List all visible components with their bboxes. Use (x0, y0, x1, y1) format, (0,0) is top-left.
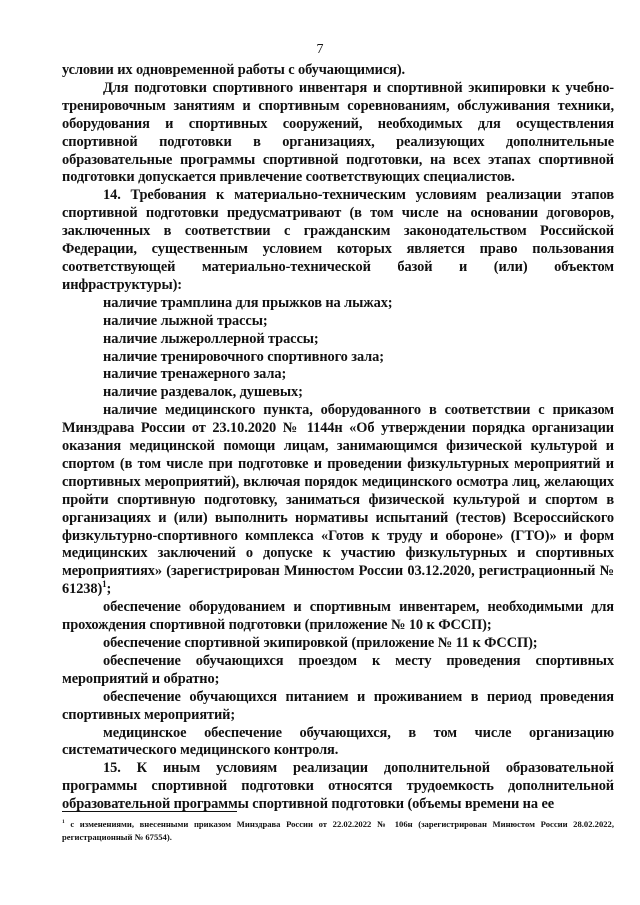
medical-item-text: наличие медицинского пункта, оборудованного в соответствии с приказом Минздрава России от 23.10.2020 № 1144н «Об утверждении порядка организации оказания медицинской помощи лицам, занимающимся физической культурой и спортом (в том числе при подготовке и проведении физкультурных мероприятий и спортивных мероприятий), включая порядок медицинского осмотра лиц, желающих пройти спортивную подготовку, заниматься физической культурой и спортом в организациях и (или) выполнить нормативы испытаний (тестов) Всероссийского физкультурно-спортивного комплекса «Готов к труду и обороне» (ГТО)» и форм медицинских заключений о допуске к участию физкультурных и спортивных мероприятиях» (зарегистрирован Минюстом России 03.12.2020, регистрационный № 61238) (62, 402, 614, 598)
footnote-text: с изменениями, внесенными приказом Минздрава России от 22.02.2022 № 106н (зарегистрирован Минюстом России 28.02.2022, регистрационный № 67554). (62, 819, 614, 842)
footnote-reference: 1 (102, 579, 107, 590)
paragraph-equipment-specialists: Для подготовки спортивного инвентаря и спортивной экипировки к учебно-тренировочным занятиям и спортивным соревнованиям, обслуживания техники, оборудования и спортивных сооружений, необходимых для осуществления спортивной подготовки в организациях, реализующих дополнительные образовательные программы спортивной подготовки, на всех этапах спортивной подготовки допускается привлечение соответствующих специалистов. (62, 79, 614, 186)
list-item: наличие лыжной трассы; (103, 312, 268, 329)
paragraph-continuation: условии их одновременной работы с обучающимися). (62, 62, 406, 78)
paragraph-travel-provision: обеспечение обучающихся проездом к месту проведения спортивных мероприятий и обратно; (62, 652, 614, 687)
list-item: наличие раздевалок, душевых; (103, 384, 303, 401)
footnote (62, 818, 614, 843)
paragraph-medical-support: медицинское обеспечение обучающихся, в том числе организацию систематического медицинского контроля. (62, 724, 614, 759)
paragraph-gear-provision: обеспечение спортивной экипировкой (приложение № 11 к ФССП); (103, 635, 538, 651)
list-item: наличие тренировочного спортивного зала; (103, 348, 384, 365)
medical-item (62, 402, 614, 599)
paragraph-food-lodging: обеспечение обучающихся питанием и проживанием в период проведения спортивных мероприятий; (62, 688, 614, 723)
footnote-marker: 1 (62, 819, 65, 826)
medical-item-tail: ; (106, 581, 112, 598)
paragraph-equipment-provision: обеспечение оборудованием и спортивным инвентарем, необходимыми для прохождения спортивной подготовки (приложение № 10 к ФССП); (62, 599, 614, 634)
footnote-separator (62, 811, 237, 812)
paragraph-15-other-conditions: 15. К иным условиям реализации дополнительной образовательной программы спортивной подготовки относятся трудоемкость дополнительной образовательной программы спортивной подготовки (объемы времени на ее (62, 760, 614, 813)
list-item: наличие лыжероллерной трассы; (103, 330, 319, 347)
list-item: наличие трамплина для прыжков на лыжах; (103, 294, 393, 311)
document-body (62, 62, 614, 814)
paragraph-14-requirements: 14. Требования к материально-техническим условиям реализации этапов спортивной подготовки предусматривают (в том числе на основании договоров, заключенных в соответствии с гражданским законодательством Российской Федерации, существенным условием которых является право пользования соответствующей материально-технической базой и (или) объектом инфраструктуры): (62, 187, 614, 293)
list-item: наличие тренажерного зала; (103, 366, 287, 383)
page-number: 7 (316, 42, 324, 57)
